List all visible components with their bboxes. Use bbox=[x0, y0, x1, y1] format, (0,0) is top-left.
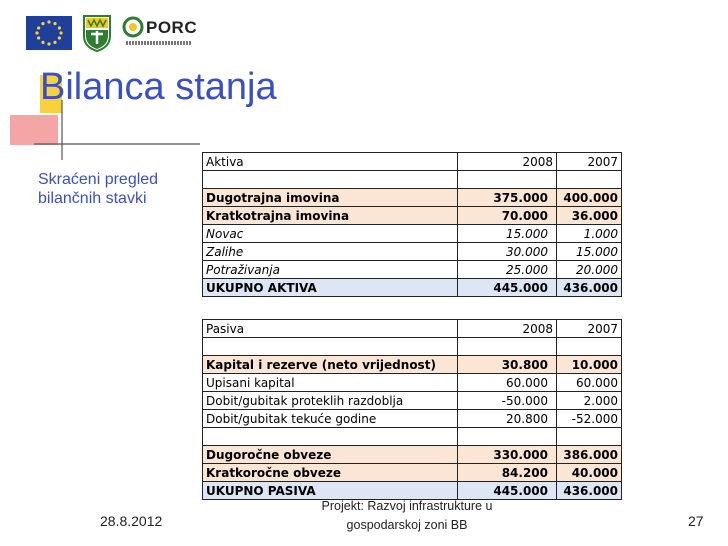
pasiva-cell-2008: 60.000 bbox=[458, 374, 557, 392]
pasiva-cell-label: Kapital i rezerve (neto vrijednost) bbox=[203, 356, 458, 374]
aktiva-header-2008: 2008 bbox=[458, 153, 557, 171]
aktiva-cell-label: Potraživanja bbox=[203, 261, 458, 279]
pasiva-cell-2008 bbox=[458, 338, 557, 356]
pasiva-table bbox=[202, 319, 622, 500]
aktiva-cell-2008 bbox=[458, 171, 557, 189]
aktiva-cell-2008: 30.000 bbox=[458, 243, 557, 261]
aktiva-cell-2008: 375.000 bbox=[458, 189, 557, 207]
porc-logo-tagline bbox=[126, 41, 192, 45]
pasiva-cell-2008: -50.000 bbox=[458, 392, 557, 410]
pasiva-cell-label: UKUPNO PASIVA bbox=[203, 482, 458, 500]
aktiva-cell-2007 bbox=[557, 171, 622, 189]
pasiva-cell-2007: 2.000 bbox=[557, 392, 622, 410]
footer-page-number: 27 bbox=[688, 513, 704, 529]
aktiva-row bbox=[203, 279, 622, 297]
pasiva-row bbox=[203, 338, 622, 356]
porc-logo bbox=[122, 16, 198, 50]
footer-project-line2: gospodarskoj zoni BB bbox=[346, 518, 468, 532]
pasiva-cell-2007: 386.000 bbox=[557, 446, 622, 464]
pasiva-row bbox=[203, 464, 622, 482]
aktiva-cell-2008: 25.000 bbox=[458, 261, 557, 279]
pasiva-cell-label bbox=[203, 338, 458, 356]
pasiva-cell-label: Dobit/gubitak proteklih razdoblja bbox=[203, 392, 458, 410]
aktiva-header-label: Aktiva bbox=[203, 153, 458, 171]
aktiva-header-2007: 2007 bbox=[557, 153, 622, 171]
aktiva-header-row bbox=[203, 153, 622, 171]
aktiva-cell-label: Zalihe bbox=[203, 243, 458, 261]
aktiva-cell-label: Novac bbox=[203, 225, 458, 243]
footer-date: 28.8.2012 bbox=[100, 513, 163, 529]
coat-of-arms-logo bbox=[82, 14, 112, 52]
aktiva-table bbox=[202, 152, 622, 297]
pasiva-cell-2007 bbox=[557, 338, 622, 356]
aktiva-cell-2007: 400.000 bbox=[557, 189, 622, 207]
porc-logo-text: PORC bbox=[146, 18, 198, 37]
pasiva-cell-2008: 30.800 bbox=[458, 356, 557, 374]
pasiva-header-row bbox=[203, 320, 622, 338]
pasiva-cell-2008: 84.200 bbox=[458, 464, 557, 482]
pasiva-cell-2007: -52.000 bbox=[557, 410, 622, 428]
aktiva-cell-2008: 445.000 bbox=[458, 279, 557, 297]
aktiva-row bbox=[203, 261, 622, 279]
aktiva-row bbox=[203, 189, 622, 207]
aktiva-cell-2008: 15.000 bbox=[458, 225, 557, 243]
pasiva-row bbox=[203, 374, 622, 392]
aktiva-cell-label: UKUPNO AKTIVA bbox=[203, 279, 458, 297]
pasiva-cell-label bbox=[203, 428, 458, 446]
pasiva-cell-2007: 436.000 bbox=[557, 482, 622, 500]
aktiva-cell-label: Kratkotrajna imovina bbox=[203, 207, 458, 225]
aktiva-row bbox=[203, 225, 622, 243]
pasiva-header-label: Pasiva bbox=[203, 320, 458, 338]
aktiva-cell-label: Dugotrajna imovina bbox=[203, 189, 458, 207]
aktiva-cell-2007: 20.000 bbox=[557, 261, 622, 279]
pasiva-cell-label: Kratkoročne obveze bbox=[203, 464, 458, 482]
aktiva-cell-label bbox=[203, 171, 458, 189]
porc-emblem-icon bbox=[122, 16, 144, 40]
pasiva-cell-2008 bbox=[458, 428, 557, 446]
pasiva-cell-label: Upisani kapital bbox=[203, 374, 458, 392]
aktiva-row bbox=[203, 207, 622, 225]
pasiva-header-2008: 2008 bbox=[458, 320, 557, 338]
pasiva-cell-label: Dobit/gubitak tekuće godine bbox=[203, 410, 458, 428]
pasiva-cell-2008: 20.800 bbox=[458, 410, 557, 428]
pasiva-cell-2007: 10.000 bbox=[557, 356, 622, 374]
aktiva-cell-2007: 15.000 bbox=[557, 243, 622, 261]
pasiva-row bbox=[203, 428, 622, 446]
aktiva-cell-2007: 36.000 bbox=[557, 207, 622, 225]
aktiva-row bbox=[203, 243, 622, 261]
aktiva-cell-2007: 436.000 bbox=[557, 279, 622, 297]
pasiva-row bbox=[203, 392, 622, 410]
pasiva-cell-2007 bbox=[557, 428, 622, 446]
page-title: Bilanca stanja bbox=[40, 66, 277, 108]
footer-project bbox=[288, 497, 526, 535]
pasiva-cell-2007: 60.000 bbox=[557, 374, 622, 392]
pasiva-row bbox=[203, 356, 622, 374]
page-subtitle: Skraćeni pregled bilančnih stavki bbox=[38, 171, 159, 207]
pasiva-header-2007: 2007 bbox=[557, 320, 622, 338]
pasiva-cell-2008: 330.000 bbox=[458, 446, 557, 464]
pasiva-row bbox=[203, 410, 622, 428]
aktiva-row bbox=[203, 171, 622, 189]
aktiva-cell-2008: 70.000 bbox=[458, 207, 557, 225]
aktiva-cell-2007: 1.000 bbox=[557, 225, 622, 243]
pasiva-row bbox=[203, 446, 622, 464]
eu-flag-logo bbox=[26, 16, 72, 50]
pasiva-cell-label: Dugoročne obveze bbox=[203, 446, 458, 464]
pasiva-cell-2008: 445.000 bbox=[458, 482, 557, 500]
pasiva-cell-2007: 40.000 bbox=[557, 464, 622, 482]
footer-project-line1: Projekt: Razvoj infrastrukture u bbox=[321, 499, 493, 513]
